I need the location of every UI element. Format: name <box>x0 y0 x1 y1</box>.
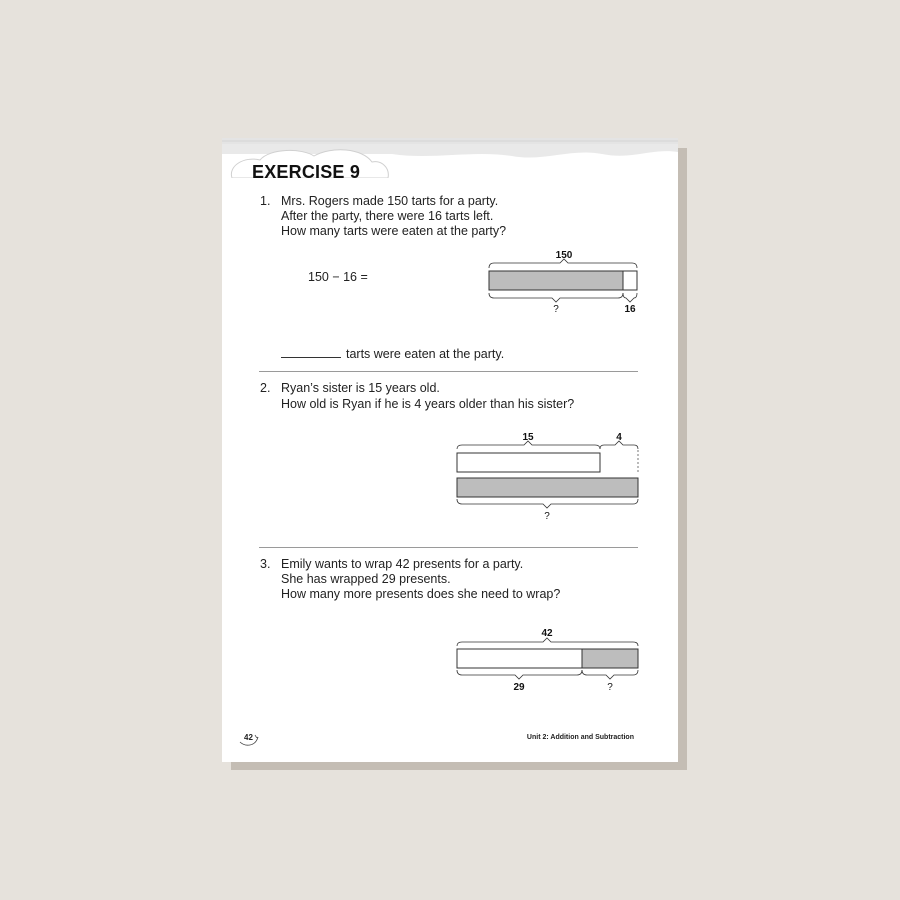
divider <box>259 547 638 548</box>
q3-bar-remaining <box>582 649 638 668</box>
page-title: EXERCISE 9 <box>252 162 361 182</box>
q1-total-label: 150 <box>555 250 573 261</box>
divider <box>259 371 638 372</box>
q2-total-label: ? <box>544 511 550 522</box>
question-2-bar-model <box>452 428 644 524</box>
q1-remainder-label: 16 <box>624 304 636 315</box>
q1-part-label: ? <box>553 304 559 315</box>
worksheet-page <box>222 138 678 762</box>
question-2-number: 2. <box>260 381 271 395</box>
question-2-line-2: How old is Ryan if he is 4 years older than his sister? <box>281 397 575 411</box>
question-3-line-1: Emily wants to wrap 42 presents for a party. <box>281 557 524 571</box>
page-number: 42 <box>244 733 253 742</box>
q3-total-label: 42 <box>541 628 553 639</box>
footer-unit-label: Unit 2: Addition and Subtraction <box>526 734 634 741</box>
question-3-bar-model <box>452 624 644 696</box>
question-1-answer-sentence: tarts were eaten at the party. <box>346 347 505 361</box>
question-1-line-3: How many tarts were eaten at the party? <box>281 224 507 238</box>
question-3-line-2: She has wrapped 29 presents. <box>281 572 451 586</box>
question-2-line-1: Ryan’s sister is 15 years old. <box>281 381 440 395</box>
question-1-bar-model <box>484 244 644 320</box>
q2-bar-sister <box>457 453 600 472</box>
question-1-line-1: Mrs. Rogers made 150 tarts for a party. <box>281 194 499 208</box>
q2-bar-ryan <box>457 478 638 497</box>
question-3-number: 3. <box>260 557 271 571</box>
question-1-answer-blank[interactable] <box>281 357 341 358</box>
question-1-line-2: After the party, there were 16 tarts left. <box>281 209 494 223</box>
q2-sister-label: 15 <box>522 432 534 443</box>
question-1-equation: 150 − 16 = <box>308 270 368 284</box>
page-number-badge <box>238 733 260 747</box>
q3-remaining-label: ? <box>607 682 613 693</box>
question-1-number: 1. <box>260 194 271 208</box>
q3-bar-wrapped <box>457 649 582 668</box>
q1-bar-left <box>623 271 637 290</box>
q1-bar-eaten <box>489 271 623 290</box>
question-3-line-3: How many more presents does she need to wrap? <box>281 587 561 601</box>
q3-wrapped-label: 29 <box>513 682 525 693</box>
q2-difference-label: 4 <box>616 432 622 443</box>
